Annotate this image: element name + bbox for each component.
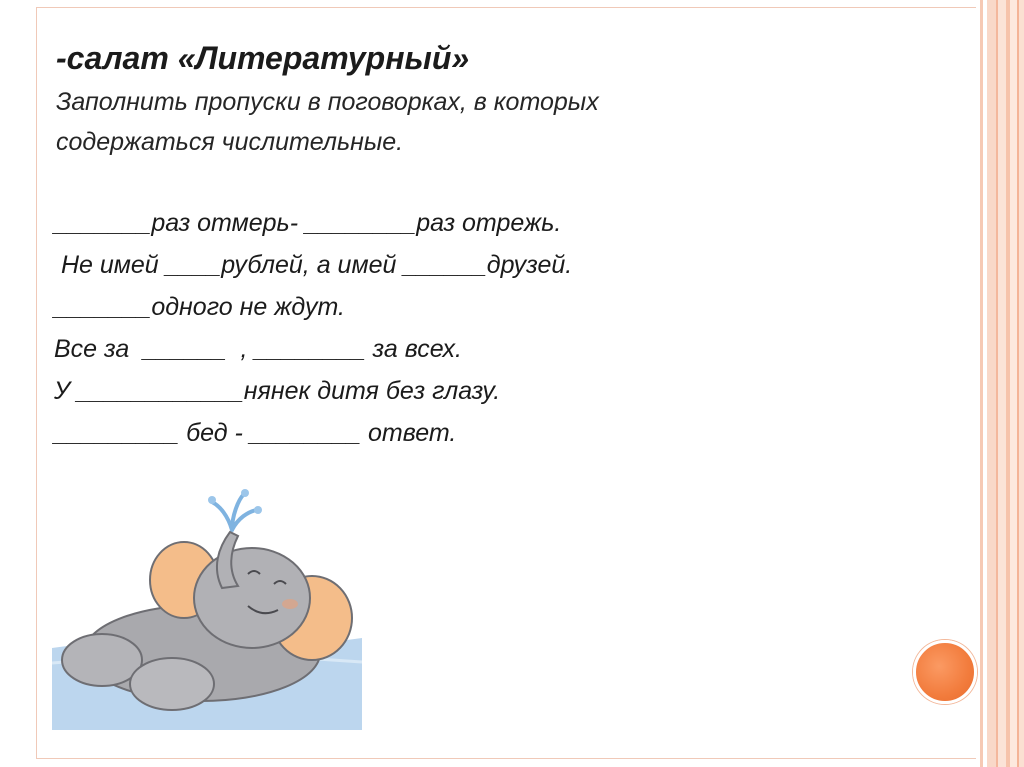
proverb-line: _______раз отмерь- ________раз отрежь. (54, 209, 562, 237)
instruction-line-2: содержаться числительные. (56, 128, 404, 156)
proverb-line: Не имей ____рублей, а имей ______друзей. (54, 251, 573, 279)
proverb-line: У ____________нянек дитя без глазу. (54, 377, 501, 405)
slide-content (54, 38, 934, 454)
elephant-illustration (52, 488, 362, 730)
instruction-line-1: Заполнить пропуски в поговорках, в которых (56, 88, 599, 116)
proverb-line: _______одного не ждут. (54, 293, 345, 321)
decorative-circle (913, 640, 977, 704)
slide-title: -салат «Литературный» (56, 40, 470, 76)
decorative-stripes (976, 0, 1024, 767)
proverb-line: Все за ______ , ________ за всех. (54, 335, 462, 363)
proverb-line: _________ бед - ________ ответ. (54, 419, 457, 447)
